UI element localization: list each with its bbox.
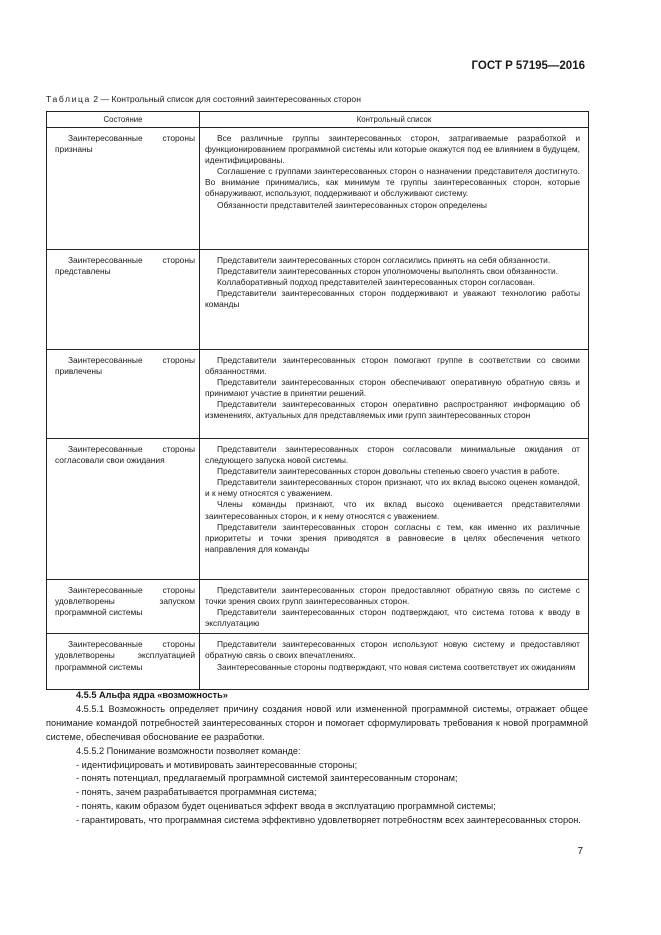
state-cell: [47, 250, 200, 350]
checklist-item: Представители заинтересованных сторон предоставляют обратную связь по системе с точки зрения своих групп заинтересованных сторон.: [205, 585, 580, 607]
state-label: Заинтересованные стороны согласовали свои ожидания: [55, 444, 195, 466]
checklist-item: Все различные группы заинтересованных сторон, затрагиваемые разработкой и функционированием программной системы или которые окажутся под ее влиянием в будущем, идентифицированы.: [205, 133, 580, 166]
checklist-item: Представители заинтересованных сторон довольны степенью своего участия в работе.: [217, 466, 560, 477]
document-code: ГОСТ Р 57195—2016: [471, 60, 585, 72]
checklist-item: Представители заинтересованных сторон оперативно распространяют информацию об изменениях, актуальных для представляемых ими групп заинтересованных сторон: [205, 399, 580, 421]
table-caption: [46, 94, 361, 104]
checklist-item: Члены команды признают, что их вклад высоко оценивается представителями заинтересованных сторон, и к нему относятся с уважением.: [205, 499, 580, 521]
checklist-item: Обязанности представителей заинтересованных сторон определены: [217, 199, 487, 210]
table-row: [47, 634, 589, 690]
checklist-item: Представители заинтересованных сторон поддерживают и уважают технологию работы команды: [205, 288, 580, 310]
table-header-row: [47, 112, 589, 128]
table-caption-prefix: Таблица: [46, 94, 91, 104]
checklist-cell: [200, 439, 589, 580]
checklist-cell: [200, 634, 589, 690]
checklist-item: Представители заинтересованных сторон используют новую систему и предоставляют обратную связь о своих впечатлениях.: [205, 639, 580, 661]
table-row: [47, 580, 589, 634]
state-label: Заинтересованные стороны привлечены: [55, 355, 195, 377]
table-row: [47, 250, 589, 350]
checklist-cell: [200, 580, 589, 634]
table-row: [47, 128, 589, 250]
bullet-item: - идентифицировать и мотивировать заинтересованные стороны;: [76, 759, 358, 770]
bullet-item: - гарантировать, что программная система эффективно удовлетворяет потребностям всех заинтересованных сторон.: [76, 815, 581, 826]
state-cell: [47, 580, 200, 634]
checklist-item: Представители заинтересованных сторон согласны с тем, как именно их различные приоритеты и точки зрения приводятся в равновесие в целях обеспечения четкого направления для команды: [205, 521, 580, 554]
column-header-checklist: Контрольный список: [200, 112, 589, 128]
checklist-item: Представители заинтересованных сторон помогают группе в соответствии со своими обязанностями.: [205, 355, 580, 377]
bullet-item: - понять потенциал, предлагаемый программной системой заинтересованным сторонам;: [76, 773, 458, 784]
page-number: 7: [577, 846, 583, 857]
state-label: Заинтересованные стороны удовлетворены запуском программной системы: [55, 585, 195, 618]
state-cell: [47, 350, 200, 439]
paragraph: 4.5.5.1 Возможность определяет причину создания новой или измененной программной системы, отражает общее понимание командой потребностей заинтересованных сторон и помогает сформулировать требования к новой программной системе, обеспечивая обоснование ее разработки.: [46, 703, 588, 742]
state-label: Заинтересованные стороны представлены: [55, 255, 195, 277]
checklist-item: Представители заинтересованных сторон признают, что их вклад высоко оценен командой, и к нему относятся с уважением.: [205, 477, 580, 499]
checklist-item: Представители заинтересованных сторон уполномочены выполнять свои обязанности.: [217, 266, 558, 277]
section-4-5-5: [46, 689, 588, 828]
table-row: [47, 350, 589, 439]
checklist-item: Представители заинтересованных сторон согласовали минимальные ожидания от следующего запуска новой системы.: [205, 444, 580, 466]
checklist-item: Представители заинтересованных сторон подтверждают, что система готова к вводу в эксплуатацию: [205, 607, 580, 629]
column-header-state: Состояние: [47, 112, 200, 128]
checklist-item: Представители заинтересованных сторон обеспечивают оперативную обратную связь и принимают участие в принятии решений.: [205, 377, 580, 399]
state-label: Заинтересованные стороны удовлетворены эксплуатацией программной системы: [55, 639, 195, 672]
stakeholder-checklist-table: [46, 111, 589, 690]
checklist-cell: [200, 128, 589, 250]
table-row: [47, 439, 589, 580]
checklist-item: Соглашение с группами заинтересованных сторон о назначении представителя достигнуто. Во внимание принимались, как минимум те группы заинтересованных сторон, которые обнаруживают, используют, поддерживают и обслуживают систему.: [205, 166, 580, 199]
checklist-item: Заинтересованные стороны подтверждают, что новая система соответствует их ожиданиям: [217, 661, 576, 672]
table-caption-text: 2 — Контрольный список для состояний заинтересованных сторон: [93, 94, 361, 104]
state-cell: [47, 439, 200, 580]
bullet-item: - понять, зачем разрабатывается программная система;: [76, 787, 317, 798]
state-label: Заинтересованные стороны признаны: [55, 133, 195, 155]
checklist-item: Представители заинтересованных сторон согласились принять на себя обязанности.: [217, 255, 551, 265]
checklist-cell: [200, 250, 589, 350]
paragraph: 4.5.5.2 Понимание возможности позволяет команде:: [76, 745, 301, 756]
checklist-item: Коллаборативный подход представителей заинтересованных сторон согласован.: [217, 277, 535, 288]
section-heading: 4.5.5 Альфа ядра «возможность»: [76, 690, 228, 700]
state-cell: [47, 634, 200, 690]
state-cell: [47, 128, 200, 250]
bullet-item: - понять, каким образом будет оцениваться эффект ввода в эксплуатацию программной системы;: [76, 801, 496, 812]
checklist-cell: [200, 350, 589, 439]
